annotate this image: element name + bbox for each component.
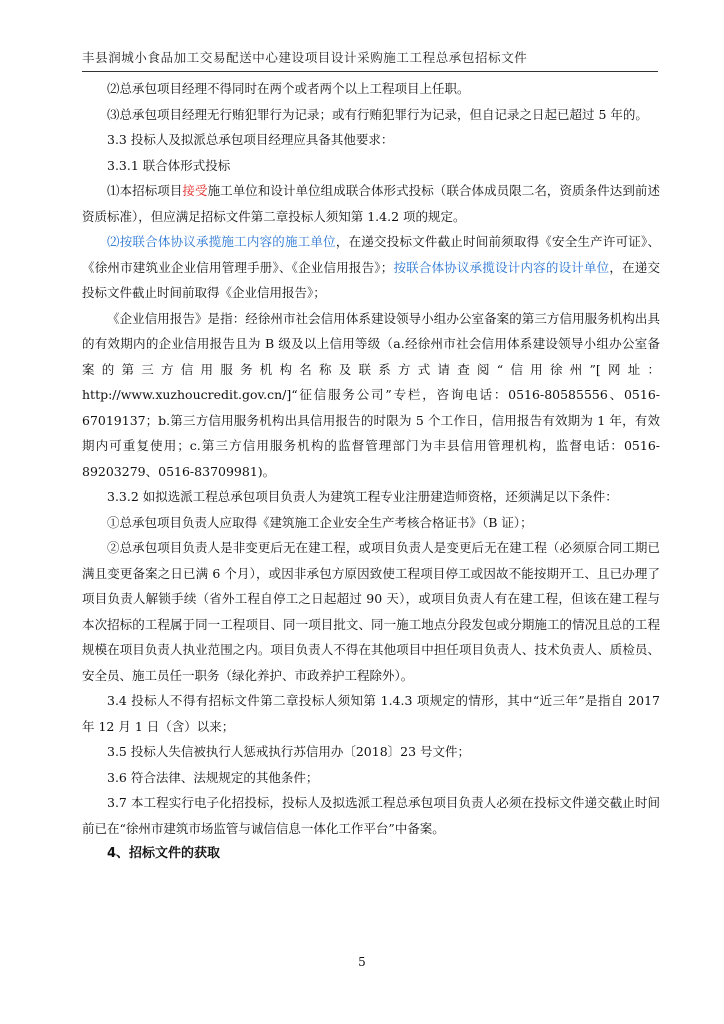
para-3-6: 3.6 符合法律、法规规定的其他条件； — [107, 769, 319, 785]
para-3-7: 3.7 本工程实行电子化招投标，投标人及拟选派工程总承包项目负责人必须在投标文件递交截止时间前已在“徐州市建筑市场监管与诚信信息一体化工作平台”中备案。 — [82, 795, 660, 836]
para-consortium-2-b: ，在递交投标文件截止时间前取得《企业信用报告》； — [82, 259, 660, 300]
para-cert-b: ①总承包项目负责人应取得《建筑施工企业安全生产考核合格证书》（B 证）； — [107, 514, 533, 530]
para-credit-report: 《企业信用报告》是指：经徐州市社会信用体系建设领导小组办公室备案的第三方信用服务机构出具的有效期内的企业信用报告且为 B 级及以上信用等级（a.经徐州市社会信用体系建设领导小组办公室备案的第三方信用服务机构名称及联系方式请查阅“信用徐州”[网址：http://www.xuzhoucredit.gov.cn/]“征信服务公司”专栏，咨询电话：0516-80585556、0516-67019137；b.第三方信用服务机构出具信用报告的时限为 5 个工作日，信用报告有效期为 1 年，有效期内可重复使用；c.第三方信用服务机构的监督管理部门为丰县信用管理机构，监督电话：0516-89203279、0516-83709981)。 — [82, 310, 660, 479]
para-3-3: 3.3 投标人及拟派总承包项目经理应具备其他要求： — [107, 132, 394, 147]
highlight-design-unit: 按联合体协议承揽设计内容的设计单位 — [393, 259, 610, 275]
para-3-5: 3.5 投标人失信被执行人惩戒执行苏信用办〔2018〕23 号文件； — [107, 744, 471, 759]
para-3-3-2: 3.3.2 如拟选派工程总承包项目负责人为建筑工程专业注册建造师资格，还须满足以下条件： — [107, 489, 618, 504]
para-manager-no-dual: ⑵总承包项目经理不得同时在两个或者两个以上工程项目上任职。 — [107, 81, 470, 96]
para-consortium-2 — [82, 229, 660, 306]
para-manager-no-bribery: ⑶总承包项目经理无行贿犯罪行为记录；或有行贿犯罪行为记录，但自记录之日起已超过 5 年的。 — [107, 106, 648, 122]
highlight-accept: 接受 — [182, 183, 208, 198]
page-number: 5 — [358, 955, 366, 969]
document-body — [82, 76, 660, 867]
header-title: 丰县润城小食品加工交易配送中心建设项目设计采购施工工程总承包招标文件 — [82, 50, 528, 65]
para-consortium-2-a: ，在递交投标文件截止时间前须取得《安全生产许可证》、《徐州市建筑业企业信用管理手册》、《企业信用报告》； — [82, 234, 660, 275]
section-heading-4: 4、招标文件的获取 — [107, 846, 221, 861]
para-consortium-1 — [82, 178, 660, 229]
para-consortium-1-a: ⑴本招标项目 — [107, 183, 183, 198]
highlight-construction-unit: ⑵按联合体协议承揽施工内容的施工单位 — [107, 234, 336, 249]
para-3-4: 3.4 投标人不得有招标文件第二章投标人须知第 1.4.3 项规定的情形，其中“近三年”是指自 2017 年 12 月 1 日（含）以来； — [82, 693, 660, 734]
document-header — [82, 48, 658, 72]
para-3-3-1: 3.3.1 联合体形式投标 — [107, 157, 231, 173]
para-consortium-1-b: 施工单位和设计单位组成联合体形式投标（联合体成员限二名，资质条件达到前述资质标准），但应满足招标文件第二章投标人须知第 1.4.2 项的规定。 — [82, 183, 660, 224]
para-no-ongoing-project: ②总承包项目负责人是非变更后无在建工程，或项目负责人是变更后无在建工程（必须原合同工期已满且变更备案之日已满 6 个月），或因非承包方原因致使工程项目停工或因故不能按期开工、且已办理了项目负责人解锁手续（省外工程自停工之日起超过 90 天），或项目负责人有在建工程，但该在建工程与本次招标的工程属于同一工程项目、同一项目批文、同一施工地点分段发包或分期施工的情况且总的工程规模在项目负责人执业范围之内。项目负责人不得在其他项目中担任项目负责人、技术负责人、质检员、安全员、施工员任一职务（绿化养护、市政养护工程除外）。 — [82, 540, 660, 683]
